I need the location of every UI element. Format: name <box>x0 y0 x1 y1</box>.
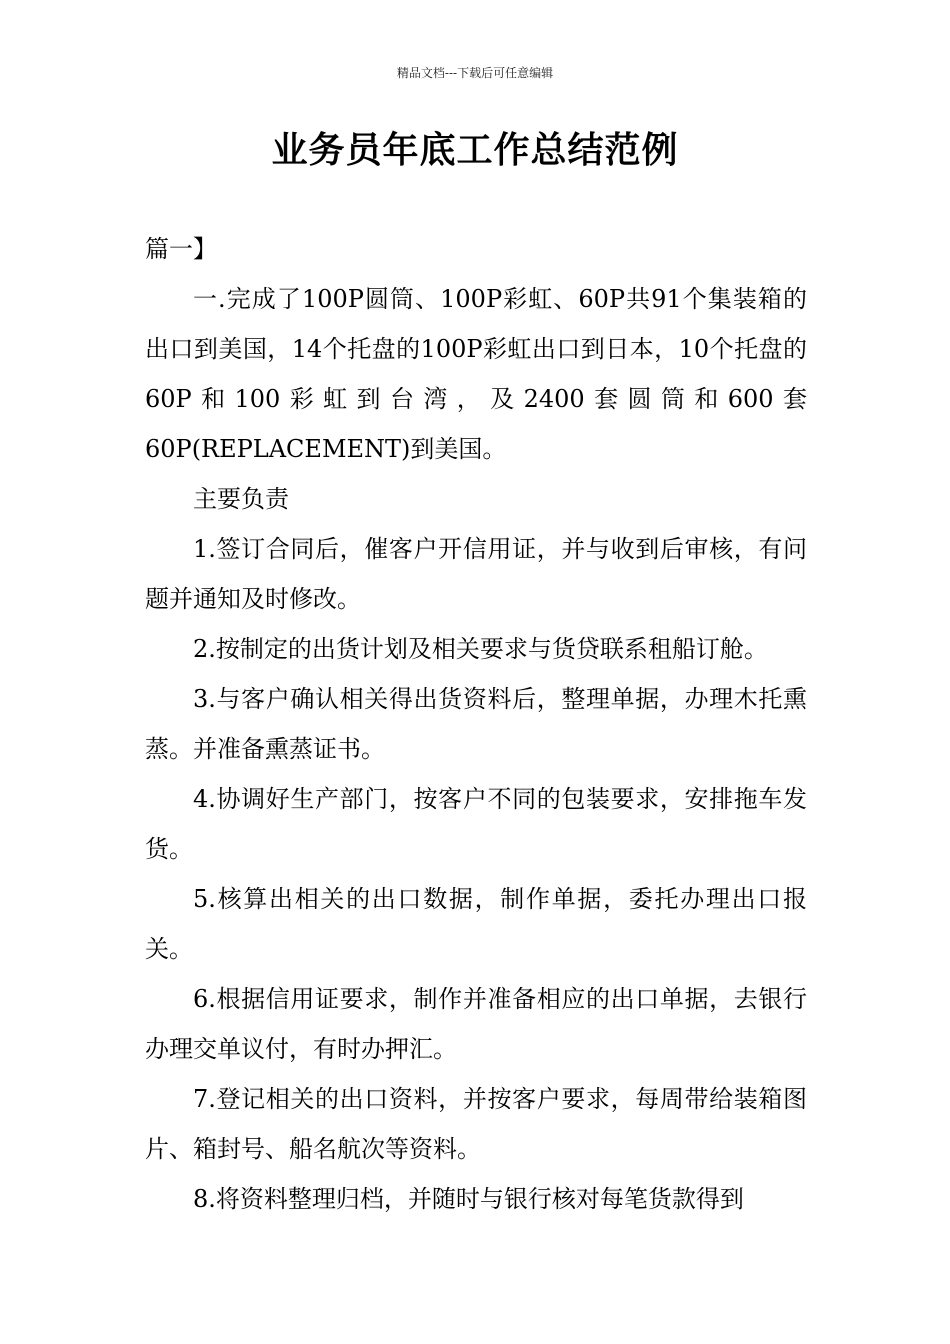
paragraph-main-duties-heading: 主要负责 <box>193 485 289 513</box>
paragraph-duty-1: 1.签订合同后，催客户开信用证，并与收到后审核，有问题并通知及时修改。 <box>145 535 807 613</box>
paragraph-duty-3: 3.与客户确认相关得出货资料后，整理单据，办理木托熏蒸。并准备熏蒸证书。 <box>145 685 807 763</box>
paragraph-export-summary: 一.完成了100P圆筒、100P彩虹、60P共91个集装箱的出口到美国，14个托盘的100P彩虹出口到日本，10个托盘的60P和100彩虹到台湾，及2400套圆筒和600套60P(REPLACEMENT)到美国。 <box>145 285 807 463</box>
paragraph-duty-8: 8.将资料整理归档，并随时与银行核对每笔货款得到 <box>193 1185 744 1213</box>
paragraph-duty-4: 4.协调好生产部门，按客户不同的包装要求，安排拖车发货。 <box>145 785 807 863</box>
paragraph-duty-2: 2.按制定的出货计划及相关要求与货贷联系租船订舱。 <box>193 635 768 663</box>
paragraph-duty-6: 6.根据信用证要求，制作并准备相应的出口单据，去银行办理交单议付，有时办押汇。 <box>145 985 807 1063</box>
paragraph-duty-7: 7.登记相关的出口资料，并按客户要求，每周带给装箱图片、箱封号、船名航次等资料。 <box>145 1085 807 1163</box>
document-body <box>145 224 807 1224</box>
header-note: 精品文档---下载后可任意编辑 <box>396 66 554 80</box>
paragraph-duty-5: 5.核算出相关的出口数据，制作单据，委托办理出口报关。 <box>145 885 807 963</box>
document-title: 业务员年底工作总结范例 <box>271 130 679 171</box>
section-heading: 篇一】 <box>145 235 217 263</box>
